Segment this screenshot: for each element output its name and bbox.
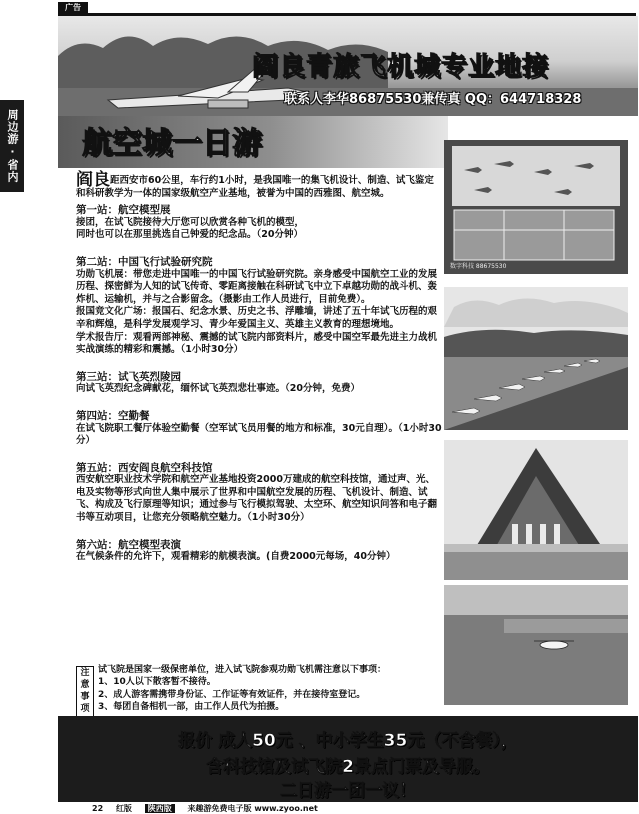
showcase-illustration — [444, 140, 628, 274]
stop-4-title: 第四站：空勤餐 — [76, 409, 150, 422]
photo-caption: 数字科技 88675530 — [450, 263, 507, 270]
price-line-1: 报价 成人50元 、中小学生35元（不含餐）， — [178, 731, 518, 751]
brand-label: 陕西版 — [145, 804, 175, 813]
stop-3-title: 第三站：试飞英烈陵园 — [76, 370, 181, 383]
airfield-illustration — [444, 287, 628, 430]
page-number: 22 — [92, 804, 104, 813]
stop-2-line: 功勋飞机展：带您走进中国唯一的中国飞行试验研究院。亲身感受中国航空工业的发展历程、探密鲜为人知的试飞传奇、零距离接触在科研试飞中立下卓越功勋的战斗机、轰炸机、运输机，并与之合影留念。（摄影由工作人员进行，目前免费）。 — [76, 268, 438, 305]
stop-4-line: 在试飞院职工餐厅体验空勤餐（空军试飞员用餐的地方和标准，30元自理）。（1小时30分） — [76, 422, 442, 447]
edition-label: 红版 — [115, 804, 132, 813]
museum-illustration — [444, 440, 628, 580]
itinerary-text — [76, 170, 442, 564]
contact-line: 联系人李华86875530兼传真 QQ：644718328 — [284, 92, 582, 107]
photo-aviation-museum — [444, 440, 628, 580]
stop-2-line: 报国竞文化广场：报国石、纪念水景、历史之书、浮雕墙，讲述了五十年试飞历程的艰辛和辉煌，是科学发展观学习、青少年爱国主义、英雄主义教育的理想境地。 — [76, 306, 438, 330]
notes-intro: 试飞院是国家一级保密单位，进入试飞院参观功勋飞机需注意以下事项： — [98, 665, 387, 675]
stop-5-title: 第五站：西安阎良航空科技馆 — [76, 461, 213, 474]
notes-item: 1、10人以下散客暂不接待。 — [98, 677, 216, 688]
notes-label: 注意事项 — [76, 666, 94, 718]
intro-text: 距西安市60公里，车行约1小时，是我国唯一的集飞机设计、制造、试飞鉴定和科研教学为一体的国家级航空产业基地，被誉为中国的西雅图、航空城。 — [76, 175, 434, 199]
stop-1-line: 接团，在试飞院接待大厅您可以欣赏各种飞机的模型， — [76, 216, 305, 228]
headline: 阎良青旅飞机城专业地接 — [252, 52, 550, 82]
stop-5-line: 西安航空职业技术学院和航空产业基地投资2000万建成的航空科技馆，通过声、光、电及实物等形式向世人集中展示了世界和中国航空发展的历程、飞机设计、制造、试飞、构成及飞行原理等知识；通过参与飞行模拟驾驶、太空环、航空知识问答和电子翻书等互动项目，让您充分领略航空魅力。（1小时30分） — [76, 474, 438, 524]
stop-2-title: 第二站：中国飞行试验研究院 — [76, 255, 213, 268]
photo-model-showcase — [444, 140, 628, 274]
notes-list — [98, 664, 518, 714]
price-line-2: 含科技馆及试飞院2景点门票及导服。 — [206, 757, 490, 777]
intro-lead: 阎良 — [76, 170, 110, 190]
photo-airfield — [444, 287, 628, 430]
footer — [92, 803, 328, 814]
side-tab-label: 周边游·省内 — [0, 100, 24, 192]
banner-title: 航空城一日游 — [82, 126, 262, 161]
stop-6-line: 在气候条件的允许下，观看精彩的航模表演。(自费2000元每场，40分钟） — [76, 551, 396, 563]
ad-tag: 广告 — [58, 2, 88, 13]
notes-item: 3、每团自备相机一部，由工作人员代为拍摄。 — [98, 702, 285, 713]
notes-item: 2、成人游客需携带身份证、工作证等有效证件，并在接待室登记。 — [98, 689, 366, 700]
stop-2-line: 学术报告厅：观看两部神秘、震撼的试飞院内部资料片，感受中国空军最先进主力战机实战演练的精彩和震撼。（1小时30分） — [76, 331, 438, 356]
price-line-3: 二日游一团一议！ — [280, 781, 416, 801]
site-link[interactable]: 来趣游免费电子版 www.zyoo.net — [187, 804, 318, 813]
stop-1-title: 第一站：航空模型展 — [76, 204, 171, 217]
stop-1-line: 同时也可以在那里挑选自己钟爱的纪念品。（20分钟） — [76, 229, 303, 241]
intro-paragraph — [76, 170, 442, 200]
stop-6-title: 第六站：航空模型表演 — [76, 538, 181, 551]
stop-3-line: 向试飞英烈纪念碑献花，缅怀试飞英烈悲壮事迹。（20分钟，免费） — [76, 383, 360, 395]
